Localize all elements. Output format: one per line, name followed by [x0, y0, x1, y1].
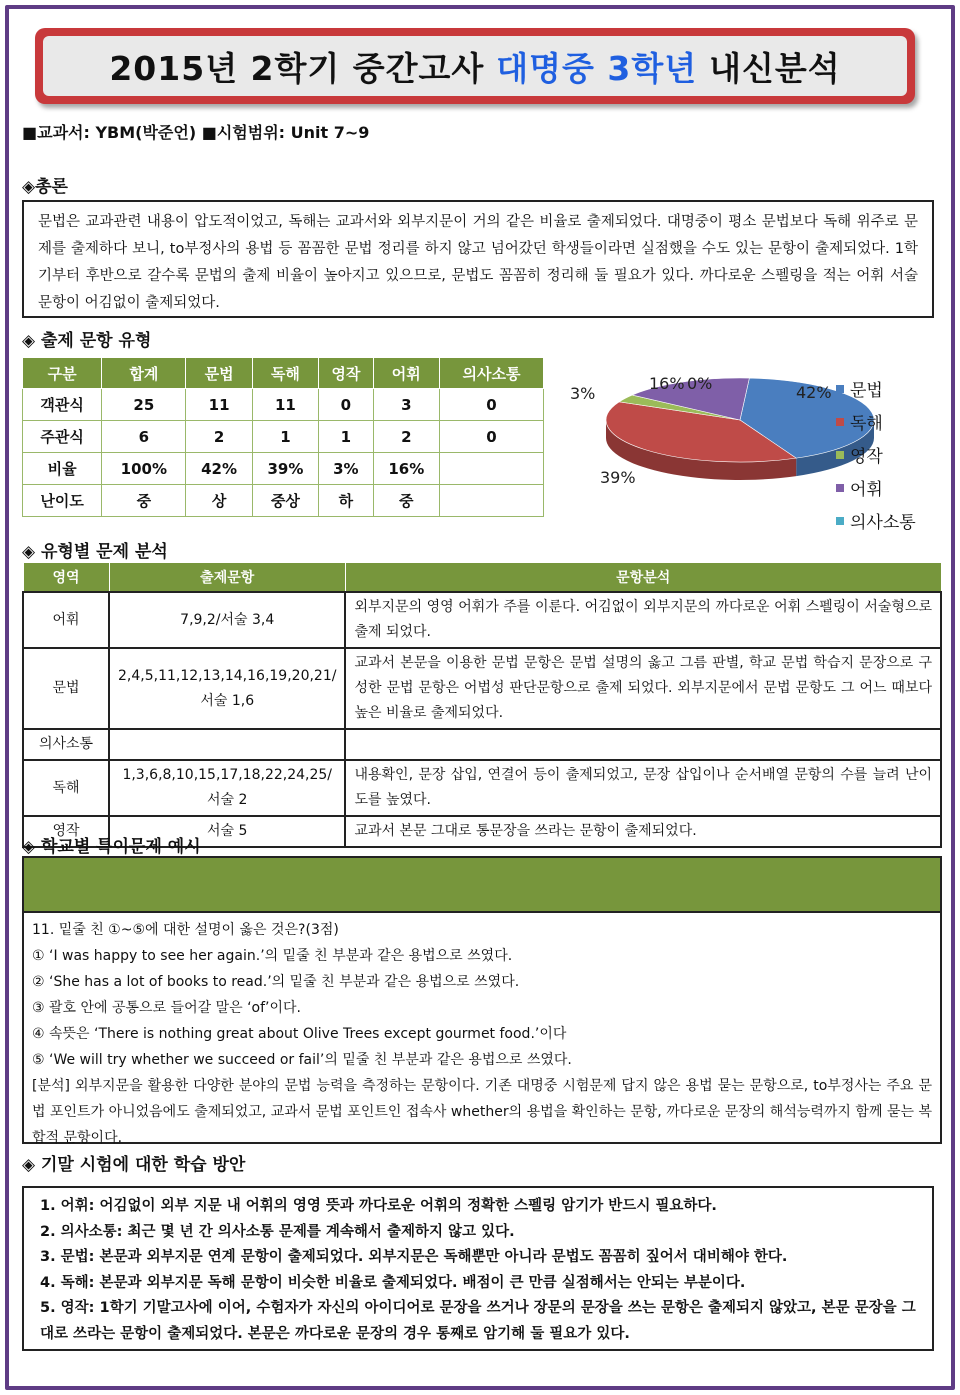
example-box: [22, 856, 942, 1144]
type-table-cell: 중: [373, 485, 439, 517]
type-table-cell: [439, 485, 543, 517]
analysis-desc-cell: 교과서 본문을 이용한 문법 문항은 문법 설명의 옳고 그름 판별, 학교 문법 학습지 문장으로 구성한 문법 문항은 어법성 판단문항으로 출제 되었다. 외부지문에서 문법 문항도 그 어느 때보다 높은 비율로 출제되었다.: [345, 648, 941, 729]
analysis-table-row: [23, 760, 941, 816]
example-option: ④ 속뜻은 ‘There is nothing great about Olive Trees except gourmet food.’이다: [32, 1026, 567, 1042]
example-question: 11. 밑줄 친 ①~⑤에 대한 설명이 옳은 것은?(3점): [32, 922, 339, 938]
analysis-area-cell: 어휘: [23, 592, 109, 648]
type-table-cell: 객관식: [23, 389, 102, 421]
type-table-cell: 3: [373, 389, 439, 421]
analysis-desc-cell: 교과서 본문 그대로 통문장을 쓰라는 문항이 출제되었다.: [345, 816, 941, 847]
legend-item: [836, 405, 916, 438]
legend-swatch: [836, 517, 844, 525]
type-table-cell: 16%: [373, 453, 439, 485]
type-table-cell: 42%: [186, 453, 252, 485]
example-option: ① ‘I was happy to see her again.’의 밑줄 친 부분과 같은 용법으로 쓰였다.: [32, 948, 513, 964]
type-table-header: 독해: [252, 358, 318, 389]
legend-item: [836, 372, 916, 405]
type-table-header: 의사소통: [439, 358, 543, 389]
type-table-cell: [439, 453, 543, 485]
plan-item: 1. 어휘: 어김없이 외부 지문 내 어휘의 영영 뜻과 까다로운 어휘의 정확한 스펠링 암기가 반드시 필요하다.: [40, 1198, 717, 1214]
pie-data-label: 16%: [649, 374, 685, 393]
type-table-cell: 상: [186, 485, 252, 517]
type-table-header: 합계: [102, 358, 186, 389]
analysis-items-cell: [109, 729, 345, 760]
analysis-desc-cell: [345, 729, 941, 760]
type-table-cell: 0: [439, 389, 543, 421]
title-banner: [35, 28, 915, 104]
analysis-table: [22, 562, 942, 848]
analysis-table-row: [23, 592, 941, 648]
plan-item: 3. 문법: 본문과 외부지문 연계 문항이 출제되었다. 외부지문은 독해뿐만 아니라 문법도 꼼꼼히 짚어서 대비해야 한다.: [40, 1249, 788, 1265]
type-table-cell: 0: [439, 421, 543, 453]
pie-data-label: 0%: [687, 374, 713, 393]
analysis-desc-cell: 외부지문의 영영 어휘가 주를 이룬다. 어김없이 외부지문의 까다로운 어휘 스펠링이 서술형으로 출제 되었다.: [345, 592, 941, 648]
legend-swatch: [836, 451, 844, 459]
example-option: ② ‘She has a lot of books to read.’의 밑줄 친 부분과 같은 용법으로 쓰였다.: [32, 974, 520, 990]
analysis-table-header: 출제문항: [109, 563, 345, 593]
plan-box: [22, 1186, 934, 1351]
analysis-area-cell: 독해: [23, 760, 109, 816]
type-table-cell: 11: [252, 389, 318, 421]
section-example-heading: ◈ 학교별 특이문제 예시: [22, 837, 201, 857]
legend-swatch: [836, 484, 844, 492]
type-table: [22, 357, 544, 517]
type-table-row: [23, 485, 544, 517]
legend-swatch: [836, 418, 844, 426]
type-table-cell: 25: [102, 389, 186, 421]
example-header-bar: [24, 858, 940, 913]
section-analysis-heading: ◈ 유형별 문제 분석: [22, 542, 168, 562]
plan-item: 2. 의사소통: 최근 몇 년 간 의사소통 문제를 계속해서 출제하지 않고 있다.: [40, 1223, 515, 1240]
type-table-row: [23, 421, 544, 453]
pie-data-label: 3%: [570, 384, 596, 403]
analysis-table-row: [23, 729, 941, 760]
analysis-items-cell: 서술 5: [109, 816, 345, 847]
legend-label: 의사소통: [850, 513, 916, 533]
analysis-area-cell: 문법: [23, 648, 109, 729]
type-table-row: [23, 389, 544, 421]
title-part2: 내신분석: [709, 48, 841, 88]
analysis-desc-cell: 내용확인, 문장 삽입, 연결어 등이 출제되었고, 문장 삽입이나 순서배열 문항의 수를 늘려 난이도를 높였다.: [345, 760, 941, 816]
type-table-cell: 3%: [319, 453, 374, 485]
type-table-cell: 2: [373, 421, 439, 453]
type-table-cell: 100%: [102, 453, 186, 485]
chart-legend: [836, 372, 916, 537]
type-table-header: 구분: [23, 358, 102, 389]
legend-swatch: [836, 385, 844, 393]
analysis-items-cell: 7,9,2/서술 3,4: [109, 592, 345, 648]
analysis-table-row: [23, 648, 941, 729]
legend-item: [836, 438, 916, 471]
analysis-table-header: 문항분석: [345, 563, 941, 593]
pie-data-label: 39%: [600, 468, 636, 487]
type-table-header: 어휘: [373, 358, 439, 389]
example-analysis: [분석] 외부지문을 활용한 다양한 분야의 문법 능력을 측정하는 문항이다. 기존 대명중 시험문제 답지 않은 용법 묻는 문항으로, to부정사는 주요 문법 포인트가 아니었음에도 출제되었고, 교과서 문법 포인트인 접속사 whether의 용법을 확인하는 문항, 까다로운 문장의 해석능력까지 함께 묻는 복합적 문항이다.: [32, 1078, 932, 1146]
legend-item: [836, 471, 916, 504]
type-table-header: 영작: [319, 358, 374, 389]
type-table-cell: 39%: [252, 453, 318, 485]
type-table-cell: 난이도: [23, 485, 102, 517]
type-table-cell: 중상: [252, 485, 318, 517]
textbook-scope: ■교과서: YBM(박준언) ■시험범위: Unit 7~9: [22, 123, 370, 142]
plan-item: 4. 독해: 본문과 외부지문 독해 문항이 비슷한 비율로 출제되었다. 배점이 큰 만큼 실점해서는 안되는 부분이다.: [40, 1274, 746, 1291]
example-option: ⑤ ‘We will try whether we succeed or fail’의 밑줄 친 부분과 같은 용법으로 쓰였다.: [32, 1052, 572, 1068]
section-summary-heading: ◈총론: [22, 177, 68, 197]
title-part1: 2015년 2학기 중간고사: [109, 48, 485, 88]
type-table-cell: 2: [186, 421, 252, 453]
example-option: ③ 괄호 안에 공통으로 들어갈 말은 ‘of’이다.: [32, 1000, 301, 1016]
legend-item: [836, 504, 916, 537]
plan-item: 5. 영작: 1학기 기말고사에 이어, 수험자가 자신의 아이디어로 문장을 쓰거나 장문의 문장을 쓰는 문항은 출제되지 않았고, 본문 문장을 그대로 쓰라는 문항이 출제되었다. 본문은 까다로운 문장의 경우 통째로 암기해 둘 필요가 있다.: [40, 1300, 916, 1342]
analysis-items-cell: 2,4,5,11,12,13,14,16,19,20,21/서술 1,6: [109, 648, 345, 729]
type-table-cell: 1: [252, 421, 318, 453]
analysis-area-cell: 의사소통: [23, 729, 109, 760]
analysis-area-cell: 영작: [23, 816, 109, 847]
type-table-row: [23, 453, 544, 485]
legend-label: 어휘: [850, 480, 883, 500]
title-highlight: 대명중 3학년: [496, 48, 698, 88]
type-table-cell: 중: [102, 485, 186, 517]
type-table-header: 문법: [186, 358, 252, 389]
analysis-items-cell: 1,3,6,8,10,15,17,18,22,24,25/서술 2: [109, 760, 345, 816]
pie-data-label: 42%: [796, 383, 832, 402]
type-table-cell: 비율: [23, 453, 102, 485]
legend-label: 문법: [850, 381, 883, 401]
type-table-cell: 1: [319, 421, 374, 453]
page-title: [43, 36, 907, 96]
example-body: [24, 913, 940, 1155]
section-plan-heading: ◈ 기말 시험에 대한 학습 방안: [22, 1155, 246, 1175]
summary-box: 문법은 교과관련 내용이 압도적이었고, 독해는 교과서와 외부지문이 거의 같은 비율로 출제되었다. 대명중이 평소 문법보다 독해 위주로 문제를 출제하다 보니, to부정사의 용법 등 꼼꼼한 문법 정리를 하지 않고 넘어갔던 학생들이라면 실점했을 수도 있는 문항이 출제되었다. 1학기부터 후반으로 갈수록 문법의 출제 비율이 높아지고 있으므로, 문법도 꼼꼼히 정리해 둘 필요가 있다. 까다로운 스펠링을 적는 어휘 서술 문항이 어김없이 출제되었다.: [22, 200, 934, 318]
type-table-cell: 주관식: [23, 421, 102, 453]
legend-label: 독해: [850, 414, 883, 434]
type-table-cell: 0: [319, 389, 374, 421]
section-types-heading: ◈ 출제 문항 유형: [22, 331, 152, 351]
type-table-cell: 6: [102, 421, 186, 453]
type-table-cell: 11: [186, 389, 252, 421]
legend-label: 영작: [850, 447, 883, 467]
type-table-cell: 하: [319, 485, 374, 517]
analysis-table-header: 영역: [23, 563, 109, 593]
